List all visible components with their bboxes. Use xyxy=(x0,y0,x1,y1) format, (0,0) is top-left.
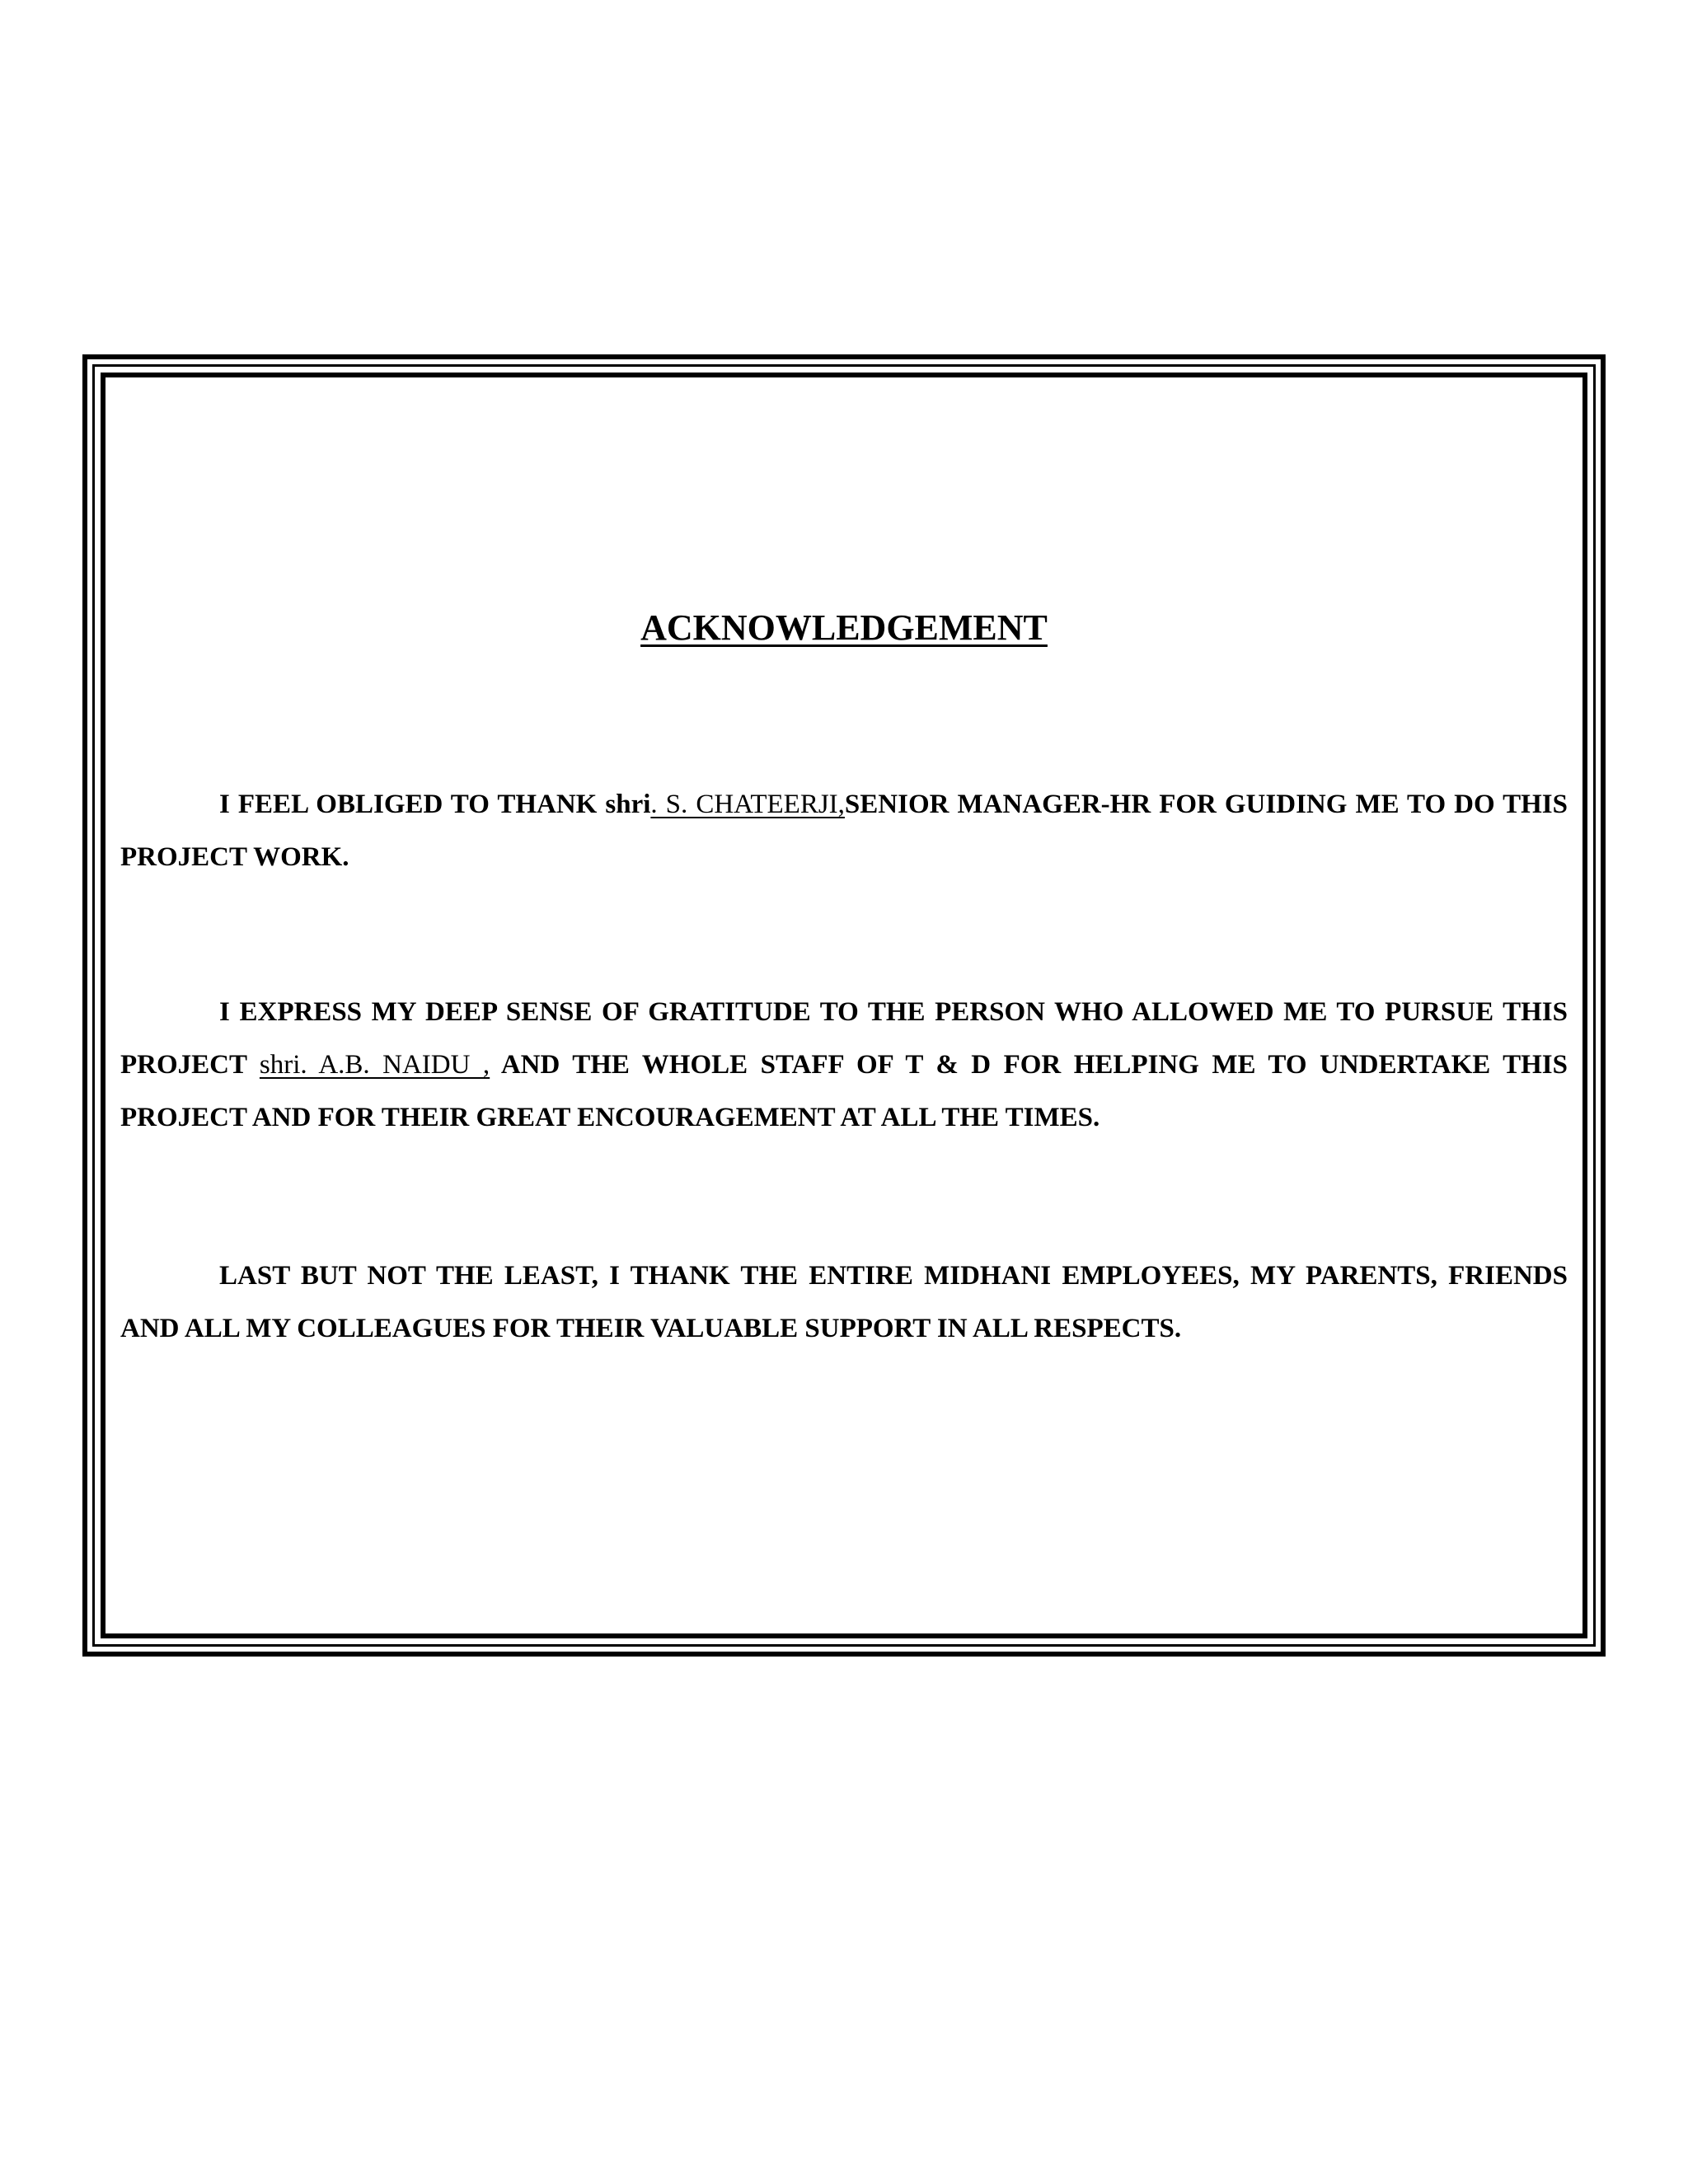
mentor-name: shri. A.B. NAIDU , xyxy=(259,1050,490,1080)
paragraph-1-text-before: I FEEL OBLIGED TO THANK shri xyxy=(219,790,651,819)
page-title: ACKNOWLEDGEMENT xyxy=(640,607,1048,648)
paragraph-2-text-after: AND THE WHOLE STAFF OF T & D FOR HELPING ME TO UNDERTAKE THIS PROJECT AND FOR THEIR GREAT ENCOURAGEMENT AT ALL THE TIMES. xyxy=(120,1050,1568,1132)
paragraph-thanks-guide xyxy=(120,778,1568,883)
paragraph-1-text-after: SENIOR MANAGER-HR FOR GUIDING ME TO DO THIS PROJECT WORK. xyxy=(120,790,1568,872)
guide-name: . S. CHATEERJI, xyxy=(650,790,845,819)
paragraph-2-text-before: I EXPRESS MY DEEP SENSE OF GRATITUDE TO THE PERSON WHO ALLOWED ME TO PURSUE THIS PROJECT xyxy=(120,997,1568,1080)
paragraph-closing-thanks: LAST BUT NOT THE LEAST, I THANK THE ENTIRE MIDHANI EMPLOYEES, MY PARENTS, FRIENDS AND ALL MY COLLEAGUES FOR THEIR VALUABLE SUPPORT IN ALL RESPECTS. xyxy=(120,1261,1568,1343)
paragraph-gratitude xyxy=(120,986,1568,1144)
